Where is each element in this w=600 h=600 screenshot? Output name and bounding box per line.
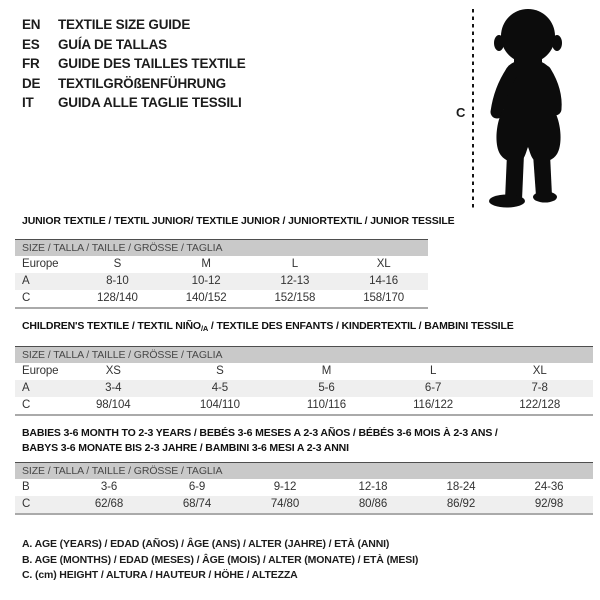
age-cell: 6-9 [188,481,206,493]
age-cell: 4-5 [211,382,229,394]
size-cell: M [321,365,332,377]
height-cell: 86/92 [446,498,476,510]
height-cell: 74/80 [270,498,300,510]
language-code: DE [22,75,41,91]
row-label: C [22,292,31,304]
row-label: Europe [22,258,59,270]
height-cell: 110/116 [306,399,347,411]
size-cell: XL [532,365,547,377]
children-section [15,320,593,416]
age-cell: 5-6 [318,382,335,394]
language-title: TEXTILE SIZE GUIDE [58,17,191,32]
footnote-b: B. AGE (MONTHS) / EDAD (MESES) / ÂGE (MOIS) / ALTER (MONATE) / ETÀ (MESI) [22,553,419,566]
age-cell: 18-24 [446,481,476,493]
age-cell: 6-7 [424,382,442,394]
age-cell: 14-16 [369,275,399,287]
size-cell: S [113,258,122,270]
age-cell: 9-12 [273,481,297,493]
height-cell: 92/98 [534,498,564,510]
height-cell: 122/128 [519,399,561,411]
list-item [22,15,246,35]
children-size-table [15,346,593,416]
age-cell: 10-12 [191,275,221,287]
age-cell: 12-13 [280,275,310,287]
height-cell: 104/110 [199,399,240,411]
size-cell: L [429,365,437,377]
junior-table-title: JUNIOR TEXTILE / TEXTIL JUNIOR/ TEXTILE JUNIOR / JUNIORTEXTIL / JUNIOR TESSILE [22,215,455,227]
row-label: C [22,399,31,411]
footnotes [22,537,418,584]
height-cell: 116/122 [413,399,454,411]
age-cell: 3-4 [105,382,122,394]
row-label: C [22,498,31,510]
title-text: CHILDREN'S TEXTILE / TEXTIL NIÑO [22,320,201,332]
language-code: ES [22,36,40,52]
row-label: B [22,481,30,493]
title-subscript: /A [200,324,209,333]
size-header-bar: SIZE / TALLA / TAILLE / GRÖSSE / TAGLIA [15,346,593,363]
age-cell: 24-36 [534,481,564,493]
size-cell: M [201,258,211,270]
table-row [15,363,593,380]
size-header-bar: SIZE / TALLA / TAILLE / GRÖSSE / TAGLIA [15,239,428,256]
height-cell: 128/140 [96,292,138,304]
table-row [15,380,593,397]
language-code: FR [22,56,40,71]
row-label: A [22,275,30,287]
title-text: / TEXTILE DES ENFANTS / KINDERTEXTIL / BAMBINI TESSILE [208,320,514,332]
height-cell: 68/74 [182,498,212,510]
height-cell: 140/152 [185,292,227,304]
table-row [15,290,428,307]
table-row [15,397,593,414]
language-title: TEXTILGRÖßENFÜHRUNG [58,75,226,91]
height-cell: 152/158 [274,292,316,304]
title-line: BABIES 3-6 MONTH TO 2-3 YEARS / BEBÉS 3-6 MESES A 2-3 AÑOS / BÉBÉS 3-6 MOIS À 2-3 ANS / [22,427,498,439]
babies-table-title [15,426,593,456]
height-cell: 98/104 [96,399,131,411]
babies-size-table [15,462,593,515]
language-title: GUÍA DE TALLAS [58,36,167,52]
baby-silhouette-icon [478,6,588,208]
list-item [22,93,246,113]
height-cell: 80/86 [358,498,388,510]
size-cell: S [216,365,224,377]
children-table-title [15,320,593,335]
table-row [15,479,593,496]
size-cell: L [291,258,299,270]
height-measure-dashed-line [472,9,474,208]
babies-section [15,426,593,515]
age-cell: 3-6 [100,481,118,493]
list-item [22,35,246,55]
age-cell: 7-8 [531,382,548,394]
list-item [22,54,246,74]
size-cell: XS [105,365,121,377]
height-cell: 62/68 [94,498,124,510]
language-code: IT [22,95,34,110]
language-list [22,15,246,113]
table-row [15,496,593,513]
row-label: Europe [22,365,59,377]
table-row [15,273,428,290]
language-code: EN [22,17,41,32]
junior-section [15,215,455,309]
language-title: GUIDE DES TAILLES TEXTILE [58,56,246,71]
size-cell: XL [376,258,391,270]
title-line: BABYS 3-6 MONATE BIS 2-3 JAHRE / BAMBINI 3-6 MESI A 2-3 ANNI [22,442,349,454]
age-cell: 8-10 [106,275,129,287]
footnote-c: C. (cm) HEIGHT / ALTURA / HAUTEUR / HÖHE / ALTEZZA [22,569,298,581]
list-item [22,74,246,94]
row-label: A [22,382,30,394]
height-measure-label: C [456,105,466,120]
age-cell: 12-18 [358,481,388,493]
footnote-a: A. AGE (YEARS) / EDAD (AÑOS) / ÂGE (ANS) / ALTER (JAHRE) / ETÀ (ANNI) [22,538,390,550]
language-title: GUIDA ALLE TAGLIE TESSILI [58,95,242,110]
height-cell: 158/170 [363,292,405,304]
junior-size-table [15,239,428,309]
table-row [15,256,428,273]
size-header-bar: SIZE / TALLA / TAILLE / GRÖSSE / TAGLIA [15,462,593,479]
